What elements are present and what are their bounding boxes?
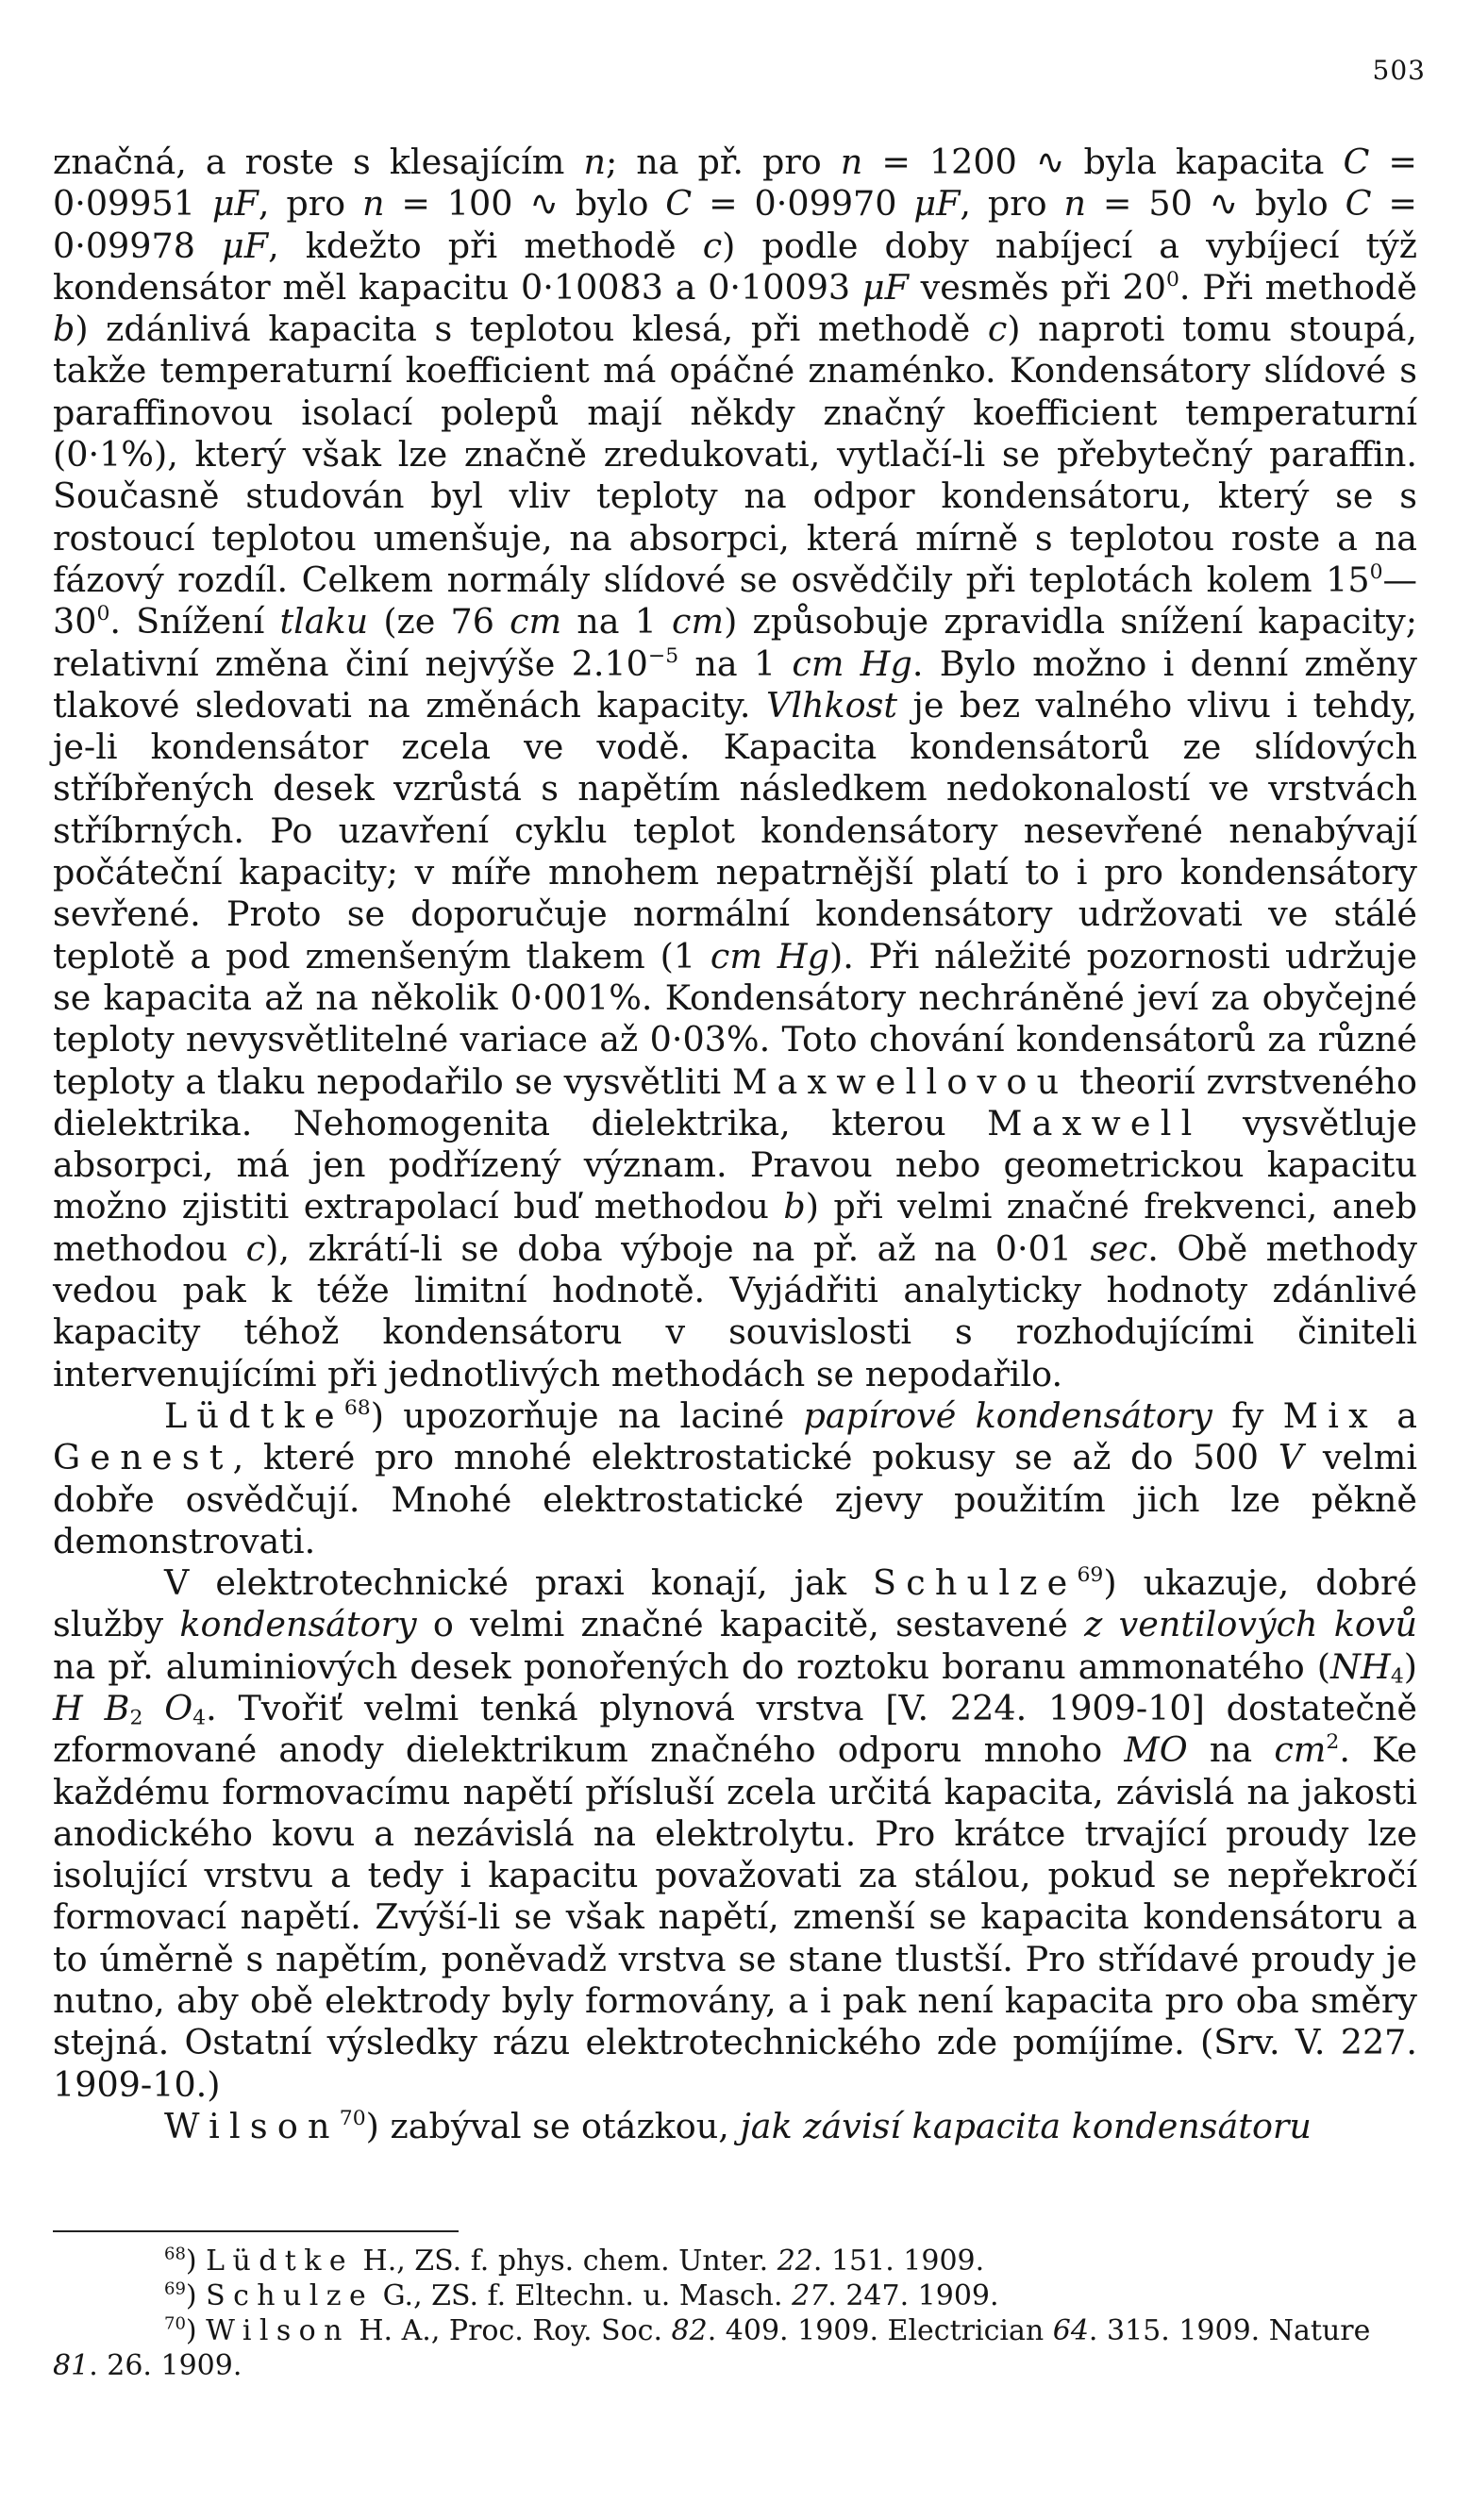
italic-run: c bbox=[987, 309, 1008, 350]
superscript: 68 bbox=[343, 1395, 371, 1420]
spaced-name: Schulze bbox=[872, 1562, 1078, 1604]
text-run: na 1 bbox=[561, 601, 673, 643]
text-run: velmi dobře osvědčují. Mnohé elektrostatické zjevy použitím jich lze pěkně demonstrovati. bbox=[53, 1437, 1417, 1561]
spaced-name: Genest bbox=[53, 1437, 233, 1478]
superscript: 2 bbox=[1326, 1730, 1340, 1755]
superscript: −5 bbox=[647, 643, 679, 668]
italic-run: 81 bbox=[53, 2349, 90, 2382]
text-run: ) ukazuje, dobré služby bbox=[53, 1562, 1417, 1645]
italic-run: 22 bbox=[777, 2245, 813, 2278]
italic-run: Vlhkost bbox=[766, 684, 898, 726]
text-run: ) podle doby nabíjecí a vybíjecí týž kondensátor měl kapacitu 0·10083 a 0·10093 bbox=[53, 225, 1418, 308]
text-run: = 0·09978 bbox=[53, 183, 1418, 266]
text-run: . Při methodě bbox=[1178, 266, 1417, 308]
italic-run: c bbox=[245, 1227, 266, 1269]
spaced-name: Mix bbox=[1282, 1394, 1378, 1436]
spaced-name: Lüdtke bbox=[206, 2245, 354, 2278]
text-run: (ze 76 bbox=[368, 601, 510, 643]
text-run: = 0·09951 bbox=[53, 142, 1418, 225]
text-run bbox=[142, 1688, 164, 1728]
text-run: . 409. 1909. Electrician bbox=[707, 2314, 1053, 2347]
superscript: 0 bbox=[1165, 267, 1179, 292]
footnote-divider bbox=[53, 2230, 459, 2232]
text-run: o velmi značné kapacitě, sestavené bbox=[416, 1604, 1085, 1645]
text-run: ) zdánlivá kapacita s teplotou klesá, při methodě bbox=[75, 309, 988, 350]
text-run: . Tvořiť velmi tenká plynová vrstva [V. 224. 1909-10] dostatečně zformované anody dielektrikum značného odporu mnoho bbox=[53, 1687, 1417, 1771]
text-run: na př. aluminiových desek ponořených do roztoku boranu ammonatého ( bbox=[53, 1645, 1331, 1687]
page-number: 503 bbox=[1372, 55, 1426, 86]
text-run: ) způsobuje zpravidla snížení kapacity; relativní změna činí nejvýše 2.10 bbox=[53, 601, 1417, 684]
footnote bbox=[53, 2278, 1417, 2313]
italic-run: z ventilových kovů bbox=[1084, 1604, 1417, 1645]
text-run: G., ZS. f. Eltechn. u. Masch. bbox=[374, 2279, 793, 2312]
text-run: ) bbox=[185, 2314, 207, 2347]
text-run: je bez valného vlivu i tehdy, je-li kondensátor zcela ve vodě. Kapacita kondensátorů ze slídových stříbřených desek vzrůstá s napětím následkem nedokonalostí ve vrstvách stříbrných. Po uzavření cyklu teplot kondensátory nesevřené nenabývají počáteční kapacity; v míře mnohem nepatrnější platí to i pro kondensátory sevřené. Proto se doporučuje normální kondensátory udržovati ve stálé teplotě a pod zmenšeným tlakem (1 bbox=[53, 684, 1417, 976]
superscript: 68 bbox=[164, 2244, 186, 2264]
italic-run: b bbox=[53, 309, 75, 350]
text-run: na 1 bbox=[678, 643, 793, 684]
text-run: —30 bbox=[53, 559, 1417, 643]
text-run: , pro bbox=[960, 183, 1064, 225]
subscript: 4 bbox=[1390, 1664, 1404, 1689]
subscript: 2 bbox=[129, 1706, 143, 1730]
text-run: ; na př. pro bbox=[605, 142, 841, 182]
italic-run: 64 bbox=[1052, 2314, 1089, 2347]
italic-run: cm bbox=[510, 601, 562, 643]
italic-run: c bbox=[702, 225, 723, 266]
text-run: a bbox=[1377, 1394, 1417, 1436]
paragraph bbox=[53, 1562, 1417, 2106]
italic-run: μF bbox=[913, 183, 961, 225]
italic-run: O bbox=[164, 1687, 193, 1728]
superscript: 0 bbox=[96, 602, 110, 626]
superscript: 70 bbox=[164, 2313, 186, 2334]
text-run: ) při velmi značné frekvenci, aneb methodou bbox=[53, 1186, 1418, 1269]
text-run: . Obě methody vedou pak k téže limitní hodnotě. Vyjádřiti analyticky hodnoty zdánlivé kapacity téhož kondensátoru v souvislosti s rozhodujícími činiteli intervenujícími při jednotlivých methodách se nepodařilo. bbox=[53, 1227, 1417, 1394]
italic-run: H B bbox=[53, 1687, 130, 1728]
italic-run: C bbox=[1345, 183, 1372, 225]
italic-run: cm Hg bbox=[792, 643, 912, 684]
italic-run: jak závisí kapacita kondensátoru bbox=[740, 2105, 1312, 2146]
italic-run: tlaku bbox=[279, 601, 369, 643]
italic-run: n bbox=[361, 183, 385, 225]
text-run: ) bbox=[185, 2245, 207, 2278]
text-run: = 50 ∿ bylo bbox=[1086, 183, 1346, 225]
italic-run: V bbox=[1278, 1437, 1304, 1478]
italic-run: C bbox=[1343, 142, 1370, 182]
italic-run: n bbox=[583, 142, 606, 182]
text-run: = 100 ∿ bylo bbox=[384, 183, 666, 225]
italic-run: cm bbox=[1274, 1729, 1327, 1771]
text-run: ) upozorňuje na laciné bbox=[370, 1394, 804, 1436]
italic-run: μF bbox=[861, 266, 909, 308]
text-run: , pro bbox=[258, 183, 362, 225]
text-run: . 151. 1909. bbox=[812, 2245, 985, 2278]
superscript: 0 bbox=[1369, 559, 1383, 584]
paragraph bbox=[53, 1395, 1417, 1562]
text-run: , které pro mnohé elektrostatické pokusy se až do 500 bbox=[232, 1437, 1279, 1478]
text-run: . Ke každému formovacímu napětí přísluší zcela určitá kapacita, závislá na jakosti anodického kovu a nezávislá na elektrolytu. Pro krátce trvající proudy lze isolující vrstvu a tedy i kapacitu považovati za stálou, pokud se nepřekročí formovací napětí. Zvýší-li se však napětí, zmenší se kapacita kondensátoru a to úměrně s napětím, poněvadž vrstva se stane tlustší. Pro střídavé proudy je nutno, aby obě elektrody byly formovány, a i pak není kapacita pro oba směry stejná. Ostatní výsledky rázu elektrotechnického zde pomíjíme. (Srv. V. 227. 1909-10.) bbox=[53, 1729, 1417, 2105]
italic-run: n bbox=[1063, 183, 1087, 225]
text-run: ) bbox=[1403, 1645, 1417, 1687]
text-run: theorií zvrstveného dielektrika. Nehomogenita dielektrika, kterou bbox=[53, 1060, 1417, 1143]
text-run: , kdežto při methodě bbox=[268, 225, 703, 266]
superscript: 70 bbox=[339, 2106, 366, 2130]
subscript: 4 bbox=[192, 1706, 207, 1730]
text-run: ) bbox=[185, 2279, 207, 2312]
spaced-name: Schulze bbox=[206, 2279, 375, 2312]
text-run: ). Při náležité pozornosti udržuje se kapacita až na několik 0·001%. Kondensátory nechráněné jeví za obyčejné teploty nevysvětlitelné variace až 0·03%. Toto chování kondensátorů za různé teploty a tlaku nepodařilo se vysvětliti bbox=[53, 935, 1418, 1102]
italic-run: μF bbox=[211, 183, 259, 225]
italic-run: NH bbox=[1330, 1645, 1391, 1687]
text-run: ) zabýval se otázkou, bbox=[365, 2105, 741, 2146]
text-run: H., ZS. f. phys. chem. Unter. bbox=[354, 2245, 777, 2278]
text-run: . Snížení bbox=[109, 601, 280, 643]
superscript: 69 bbox=[164, 2278, 186, 2299]
text-run: fy bbox=[1212, 1394, 1283, 1436]
paragraph bbox=[53, 142, 1417, 1395]
text-run: . 247. 1909. bbox=[827, 2279, 999, 2312]
footnote bbox=[53, 2244, 1417, 2278]
spaced-name: Wilson bbox=[164, 2105, 340, 2146]
italic-run: papírové kondensátory bbox=[803, 1394, 1212, 1436]
text-run: značná, a roste s klesajícím bbox=[53, 142, 584, 182]
paragraph bbox=[53, 2106, 1417, 2147]
spaced-name: Wilson bbox=[206, 2314, 350, 2347]
footnotes bbox=[53, 2244, 1417, 2383]
italic-run: C bbox=[665, 183, 693, 225]
text-run: ) naproti tomu stoupá, takže temperaturní koefficient má opáčné znaménko. Kondensátory slídové s paraffinovou isolací polepů mají někdy značný koefficient temperaturní (0·1%), který však lze značně zredukovati, vytlačí-li se přebytečný paraffin. Současně studován byl vliv teploty na odpor kondensátoru, který se s rostoucí teplotou umenšuje, na absorpci, která mírně s teplotou roste a na fázový rozdíl. Celkem normály slídové se osvědčily při teplotách kolem 15 bbox=[53, 309, 1417, 600]
italic-run: sec bbox=[1090, 1227, 1148, 1269]
body-text bbox=[53, 142, 1417, 2147]
superscript: 69 bbox=[1077, 1562, 1104, 1587]
italic-run: 27 bbox=[792, 2279, 828, 2312]
italic-run: kondensátory bbox=[179, 1604, 417, 1645]
text-run: . 315. 1909. Nature bbox=[1088, 2314, 1371, 2347]
text-run: vysvětluje absorpci, má jen podřízený význam. Pravou nebo geometrickou kapacitu možno zjistiti extrapolací buď methodou bbox=[53, 1102, 1418, 1227]
italic-run: cm Hg bbox=[710, 935, 829, 976]
italic-run: 82 bbox=[671, 2314, 708, 2347]
text-run: H. A., Proc. Roy. Soc. bbox=[349, 2314, 672, 2347]
spaced-name: Maxwell bbox=[987, 1102, 1202, 1143]
spaced-name: Lüdtke bbox=[164, 1394, 344, 1436]
text-run: na bbox=[1187, 1729, 1275, 1771]
italic-run: b bbox=[783, 1186, 806, 1227]
italic-run: μF bbox=[222, 225, 269, 266]
text-run: . 26. 1909. bbox=[89, 2349, 242, 2382]
text-run: ), zkrátí-li se doba výboje na př. až na 0·01 bbox=[265, 1227, 1091, 1269]
text-run: = 0·09970 bbox=[692, 183, 914, 225]
italic-run: cm bbox=[672, 601, 725, 643]
text-run: vesměs při 20 bbox=[908, 266, 1166, 308]
italic-run: n bbox=[840, 142, 863, 182]
text-run: . Bylo možno i denní změny tlakové sledovati na změnách kapacity. bbox=[53, 643, 1417, 726]
text-run: V elektrotechnické praxi konají, jak bbox=[164, 1562, 873, 1604]
spaced-name: Maxwellovou bbox=[731, 1060, 1069, 1102]
italic-run: MO bbox=[1124, 1729, 1188, 1771]
text-run: = 1200 ∿ byla kapacita bbox=[862, 142, 1344, 182]
footnote bbox=[53, 2313, 1417, 2383]
